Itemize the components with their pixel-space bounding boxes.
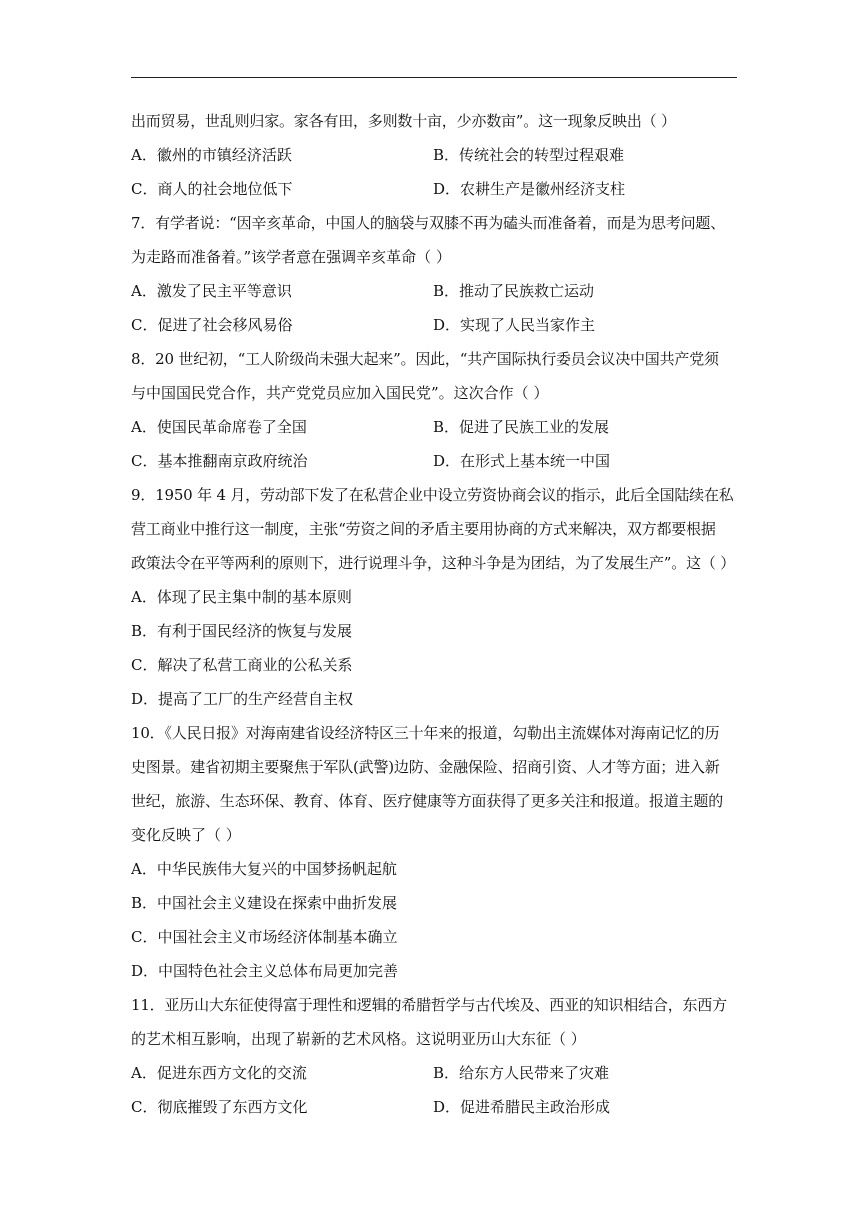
q8-option-b: B．促进了民族工业的发展 [433, 418, 610, 436]
q11-option-d: D．促进希腊民主政治形成 [433, 1098, 611, 1116]
q8-option-c: C．基本推翻南京政府统治 [131, 452, 308, 470]
q11-options-row-2 [131, 1090, 741, 1124]
q10-option-b: B．中国社会主义建设在探索中曲折发展 [131, 894, 398, 912]
q9-option-c: C．解决了私营工商业的公私关系 [131, 656, 353, 674]
q6-options-row-2 [131, 172, 741, 206]
q6-options-row-1 [131, 138, 741, 172]
q9-option-d: D．提高了工厂的生产经营自主权 [131, 690, 354, 708]
q11-option-b: B．给东方人民带来了灾难 [433, 1064, 610, 1082]
q6-option-b: B．传统社会的转型过程艰难 [433, 146, 625, 164]
q7-stem-line-2: 为走路而准备着。”该学者意在强调辛亥革命（ ） [131, 248, 451, 266]
question-content [131, 104, 741, 1124]
q7-options-row-1 [131, 274, 741, 308]
q10-stem-line-2: 史图景。建省初期主要聚焦于军队(武警)边防、金融保险、招商引资、人才等方面；进入新 [131, 758, 720, 776]
q9-stem-line-3: 政策法令在平等两利的原则下，进行说理斗争，这种斗争是为团结，为了发展生产”。这（ ） [131, 554, 736, 572]
q6-option-a: A．徽州的市镇经济活跃 [131, 146, 292, 164]
q7-option-b: B．推动了民族救亡运动 [433, 282, 595, 300]
q9-option-a: A．体现了民主集中制的基本原则 [131, 588, 352, 606]
q11-options-row-1 [131, 1056, 741, 1090]
q6-option-d: D．农耕生产是徽州经济支柱 [433, 180, 626, 198]
header-rule [131, 77, 737, 78]
q8-stem-line-1: 8．20 世纪初，“工人阶级尚未强大起来”。因此，“共产国际执行委员会议决中国共产党须 [131, 350, 719, 368]
q8-stem-line-2: 与中国国民党合作，共产党党员应加入国民党”。这次合作（ ） [131, 384, 549, 402]
q10-option-a: A．中华民族伟大复兴的中国梦扬帆起航 [131, 860, 397, 878]
q6-option-c: C．商人的社会地位低下 [131, 180, 293, 198]
q11-option-a: A．促进东西方文化的交流 [131, 1064, 307, 1082]
q8-options-row-2 [131, 444, 741, 478]
q9-option-b: B．有利于国民经济的恢复与发展 [131, 622, 353, 640]
q8-options-row-1 [131, 410, 741, 444]
q7-options-row-2 [131, 308, 741, 342]
q9-stem-line-2: 营工商业中推行这一制度，主张“劳资之间的矛盾主要用协商的方式来解决，双方都要根据 [131, 520, 716, 538]
q11-option-c: C．彻底摧毁了东西方文化 [131, 1098, 308, 1116]
q7-option-c: C．促进了社会移风易俗 [131, 316, 293, 334]
q9-stem-line-1: 9．1950 年 4 月，劳动部下发了在私营企业中设立劳资协商会议的指示，此后全国陆续在私 [131, 486, 734, 504]
q10-option-c: C．中国社会主义市场经济体制基本确立 [131, 928, 398, 946]
q11-stem-line-2: 的艺术相互影响，出现了崭新的艺术风格。这说明亚历山大东征（ ） [131, 1030, 586, 1048]
q7-option-d: D．实现了人民当家作主 [433, 316, 596, 334]
q10-option-d: D．中国特色社会主义总体布局更加完善 [131, 962, 399, 980]
q11-stem-line-1: 11．亚历山大东征使得富于理性和逻辑的希腊哲学与古代埃及、西亚的知识相结合，东西方 [131, 996, 727, 1014]
q7-option-a: A．激发了民主平等意识 [131, 282, 292, 300]
q10-stem-line-3: 世纪，旅游、生态环保、教育、体育、医疗健康等方面获得了更多关注和报道。报道主题的 [131, 792, 724, 810]
q8-option-a: A．使国民革命席卷了全国 [131, 418, 307, 436]
q10-stem-line-1: 10．《人民日报》对海南建省设经济特区三十年来的报道，勾勒出主流媒体对海南记忆的历 [131, 724, 720, 742]
q8-option-d: D．在形式上基本统一中国 [433, 452, 611, 470]
q6-stem-continuation: 出而贸易，世乱则归家。家各有田，多则数十亩，少亦数亩”。这一现象反映出（ ） [131, 112, 676, 130]
q7-stem-line-1: 7．有学者说：“因辛亥革命，中国人的脑袋与双膝不再为磕头而准备着，而是为思考问题、 [131, 214, 726, 232]
q10-stem-line-4: 变化反映了（ ） [131, 826, 241, 844]
